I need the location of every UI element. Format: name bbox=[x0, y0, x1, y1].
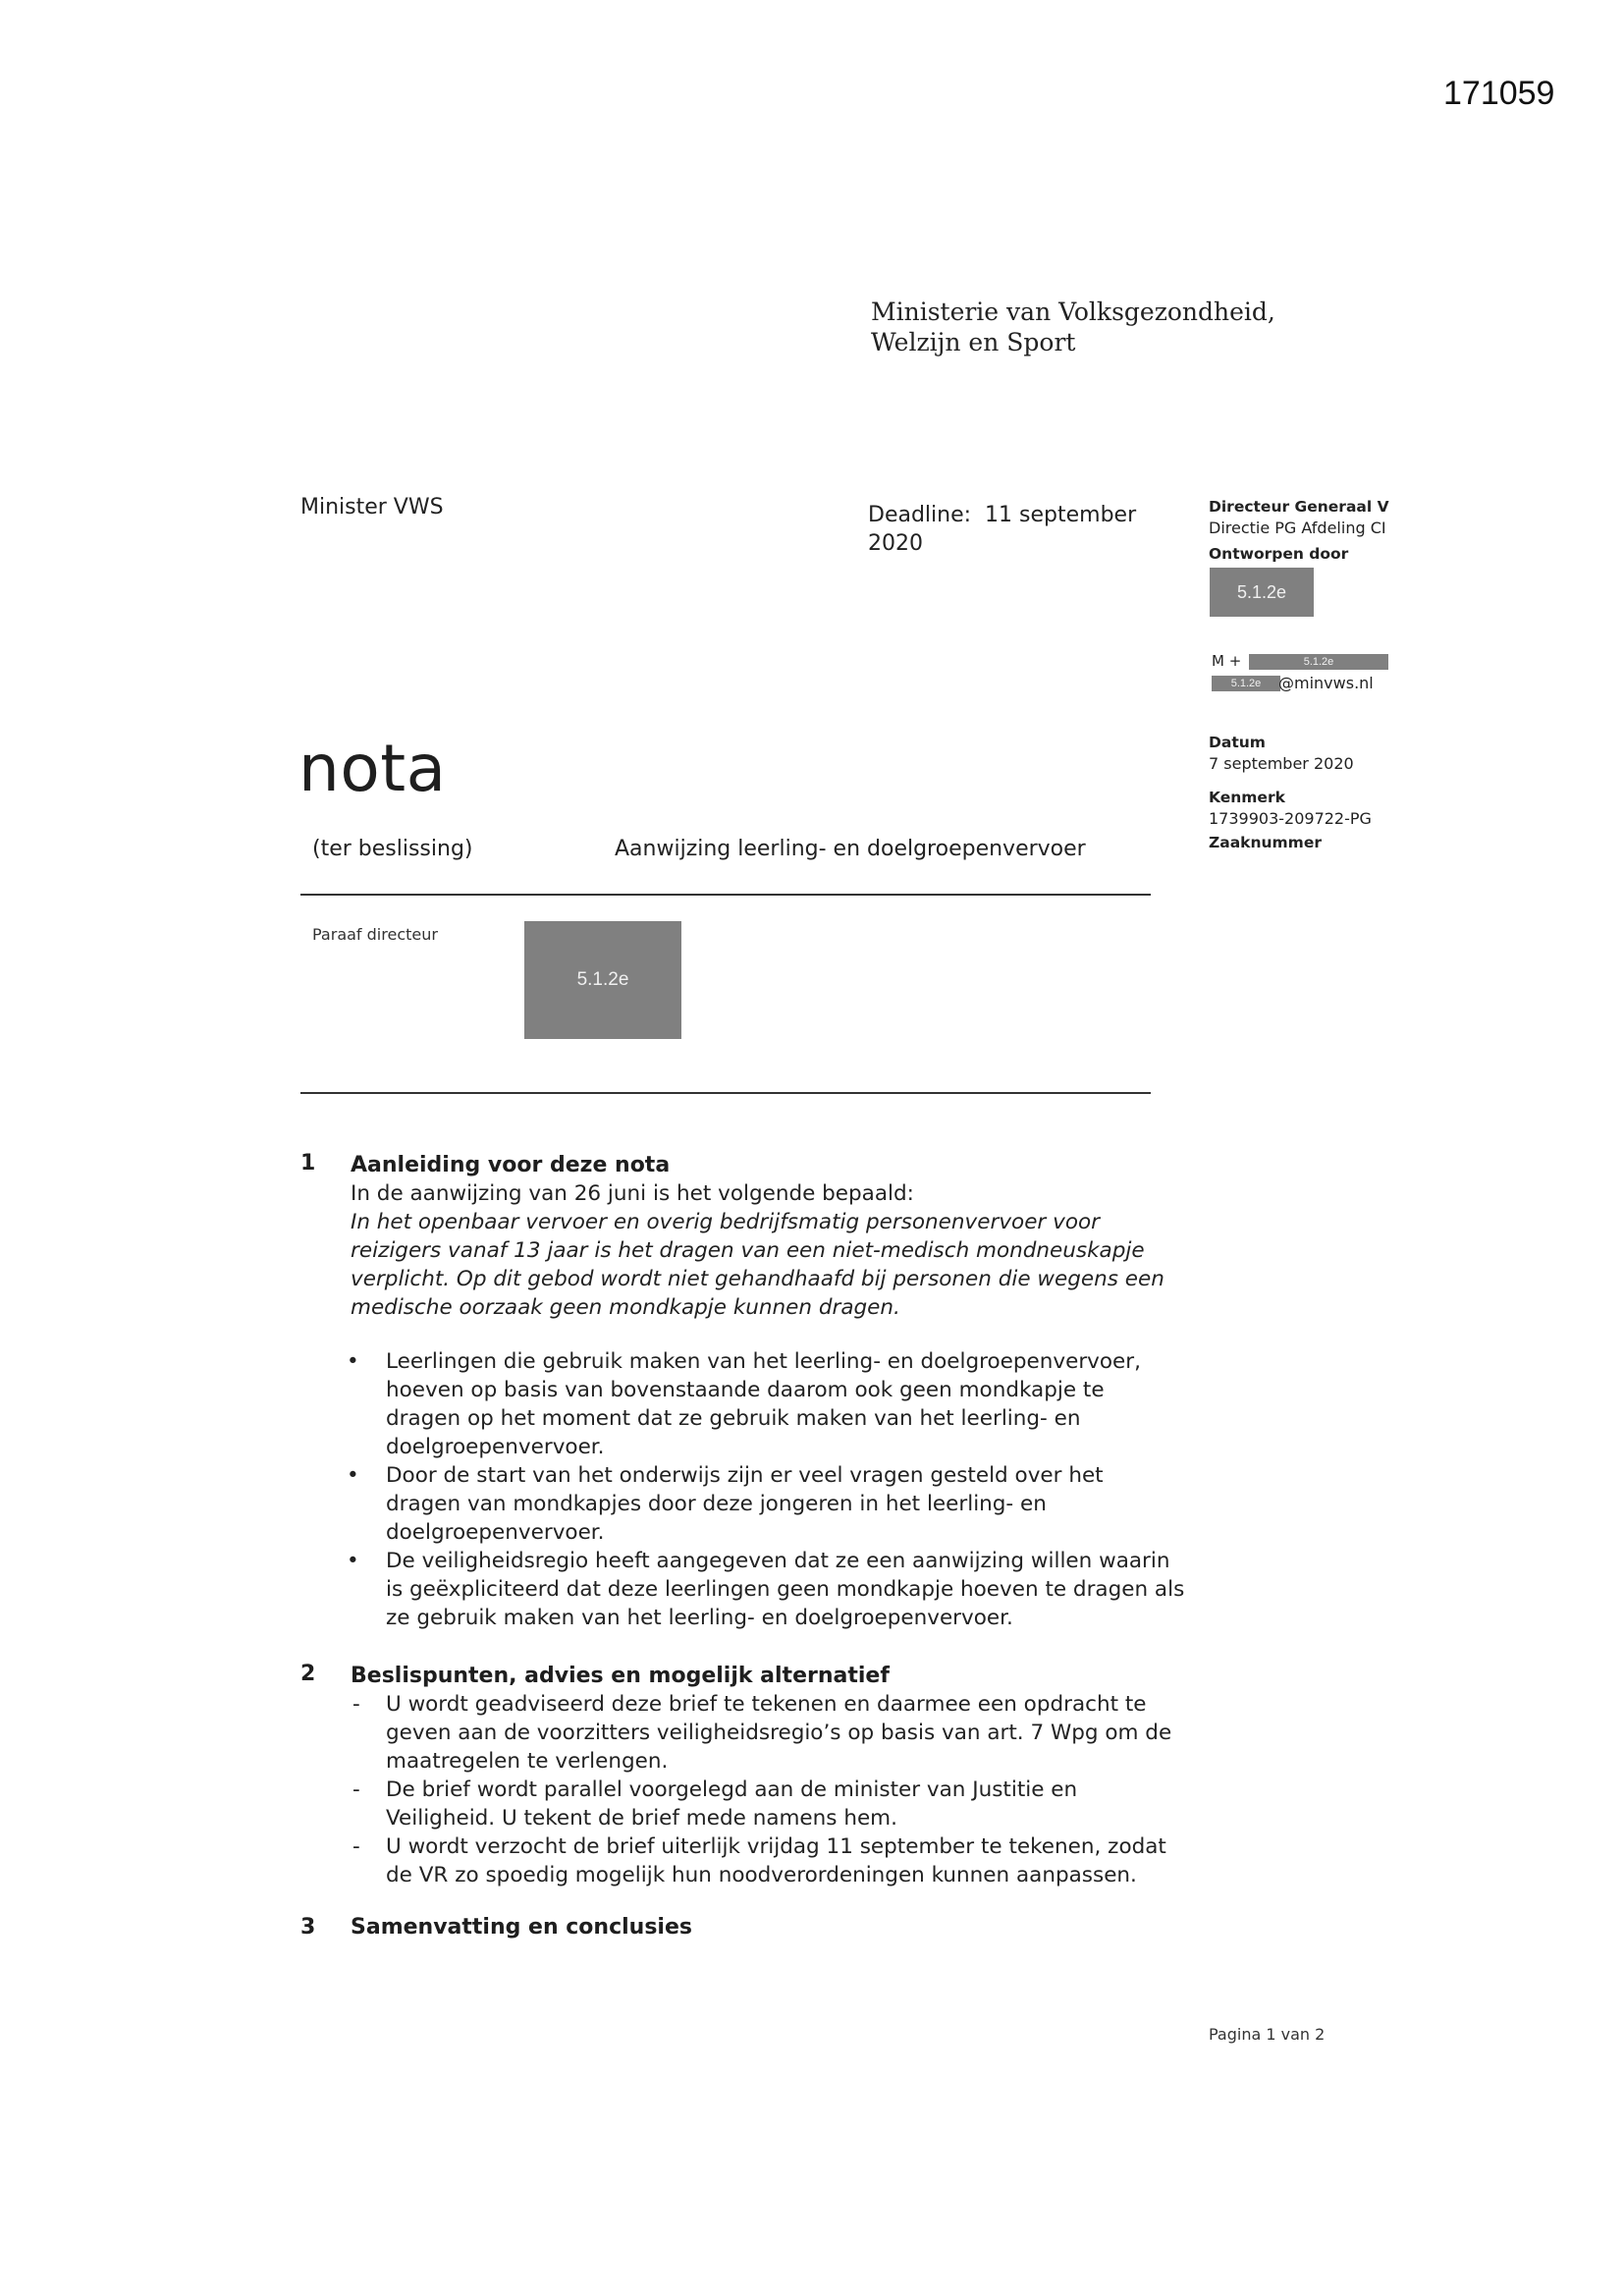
divider-bottom bbox=[300, 1092, 1151, 1094]
list-item-line: dragen van mondkapjes door deze jongeren in het leerling- en bbox=[386, 1492, 1047, 1516]
sidebar-meta bbox=[1209, 733, 1435, 853]
document-subtitle: (ter beslissing) bbox=[312, 837, 473, 861]
section-2-number: 2 bbox=[300, 1662, 316, 1686]
section-1-bullets bbox=[347, 1347, 1230, 1632]
dash-marker: - bbox=[352, 1777, 360, 1802]
deadline-value: 11 september 2020 bbox=[868, 503, 1137, 556]
section-2 bbox=[351, 1662, 1215, 1690]
dash-marker: - bbox=[352, 1834, 360, 1859]
list-item bbox=[347, 1461, 1230, 1547]
section-3-number: 3 bbox=[300, 1915, 316, 1940]
list-item-line: U wordt geadviseerd deze brief te tekenen en daarmee een opdracht te bbox=[386, 1692, 1147, 1717]
list-item-line: Veiligheid. U tekent de brief mede namens hem. bbox=[386, 1806, 897, 1831]
reference-label: Kenmerk bbox=[1209, 789, 1285, 806]
section-3-title: Samenvatting en conclusies bbox=[351, 1915, 692, 1940]
list-item-line: Door de start van het onderwijs zijn er veel vragen gesteld over het bbox=[386, 1463, 1104, 1488]
phone-prefix: M + bbox=[1212, 652, 1242, 670]
date-value: 7 september 2020 bbox=[1209, 754, 1354, 773]
list-item-line: De brief wordt parallel voorgelegd aan de minister van Justitie en bbox=[386, 1777, 1078, 1802]
section-1-number: 1 bbox=[300, 1151, 316, 1175]
bullet-icon: • bbox=[347, 1463, 359, 1488]
list-item-line: de VR zo spoedig mogelijk hun noodverordeningen kunnen aanpassen. bbox=[386, 1863, 1137, 1887]
phone-redaction: 5.1.2e bbox=[1249, 654, 1388, 670]
quote-line: medische oorzaak geen mondkapje kunnen dragen. bbox=[351, 1295, 900, 1320]
paraaf-redaction: 5.1.2e bbox=[524, 921, 681, 1039]
email-redaction: 5.1.2e bbox=[1212, 676, 1280, 691]
designed-by-redaction: 5.1.2e bbox=[1210, 568, 1314, 617]
list-item-line: U wordt verzocht de brief uiterlijk vrijdag 11 september te tekenen, zodat bbox=[386, 1834, 1166, 1859]
list-item bbox=[347, 1547, 1230, 1632]
list-item-line: ze gebruik maken van het leerling- en doelgroepenvervoer. bbox=[386, 1606, 1013, 1630]
dg-sub: Directie PG Afdeling CI bbox=[1209, 519, 1386, 537]
designed-by-label: Ontworpen door bbox=[1209, 545, 1349, 563]
case-label: Zaaknummer bbox=[1209, 834, 1322, 851]
section-1-quote bbox=[351, 1208, 1195, 1322]
list-item bbox=[352, 1690, 1230, 1776]
list-item-line: Leerlingen die gebruik maken van het leerling- en doelgroepenvervoer, bbox=[386, 1349, 1141, 1374]
section-1 bbox=[351, 1151, 1195, 1322]
ministry-name-line2: Welzijn en Sport bbox=[871, 328, 1076, 356]
list-item-line: maatregelen te verlengen. bbox=[386, 1749, 669, 1774]
deadline bbox=[868, 501, 1163, 558]
recipient: Minister VWS bbox=[300, 495, 444, 519]
quote-line: reizigers vanaf 13 jaar is het dragen van een niet-medisch mondneuskapje bbox=[351, 1238, 1145, 1263]
section-1-title: Aanleiding voor deze nota bbox=[351, 1153, 671, 1177]
bullet-icon: • bbox=[347, 1549, 359, 1573]
list-item bbox=[352, 1776, 1230, 1832]
quote-line: verplicht. Op dit gebod wordt niet gehandhaafd bij personen die wegens een bbox=[351, 1267, 1164, 1291]
document-number: 171059 bbox=[1443, 75, 1555, 112]
list-item-line: doelgroepenvervoer. bbox=[386, 1520, 605, 1545]
paraaf-label: Paraaf directeur bbox=[312, 925, 438, 944]
ministry-name-line1: Ministerie van Volksgezondheid, bbox=[871, 298, 1275, 326]
list-item bbox=[347, 1347, 1230, 1461]
quote-line: In het openbaar vervoer en overig bedrijfsmatig personenvervoer voor bbox=[351, 1210, 1100, 1234]
list-item-line: dragen op het moment dat ze gebruik maken van het leerling- en bbox=[386, 1406, 1081, 1431]
sidebar bbox=[1209, 497, 1435, 565]
date-label: Datum bbox=[1209, 734, 1266, 751]
list-item-line: De veiligheidsregio heeft aangegeven dat ze een aanwijzing willen waarin bbox=[386, 1549, 1170, 1573]
email-suffix: @minvws.nl bbox=[1278, 674, 1374, 692]
ministry-name bbox=[871, 297, 1275, 357]
dash-marker: - bbox=[352, 1692, 360, 1717]
list-item-line: hoeven op basis van bovenstaande daarom ook geen mondkapje te bbox=[386, 1378, 1105, 1402]
dg-heading: Directeur Generaal V bbox=[1209, 498, 1389, 516]
section-2-title: Beslispunten, advies en mogelijk alternatief bbox=[351, 1664, 890, 1688]
list-item bbox=[352, 1832, 1230, 1889]
bullet-icon: • bbox=[347, 1349, 359, 1374]
page-indicator: Pagina 1 van 2 bbox=[1209, 2025, 1326, 2044]
deadline-label: Deadline: bbox=[868, 503, 972, 527]
section-2-list bbox=[352, 1690, 1230, 1889]
document-subject: Aanwijzing leerling- en doelgroepenvervoer bbox=[615, 837, 1086, 861]
section-1-intro: In de aanwijzing van 26 juni is het volgende bepaald: bbox=[351, 1181, 914, 1206]
list-item-line: is geëxpliciteerd dat deze leerlingen geen mondkapje hoeven te dragen als bbox=[386, 1577, 1185, 1602]
list-item-line: doelgroepenvervoer. bbox=[386, 1435, 605, 1459]
document-title: nota bbox=[298, 731, 447, 806]
reference-value: 1739903-209722-PG bbox=[1209, 809, 1372, 828]
list-item-line: geven aan de voorzitters veiligheidsregio’s op basis van art. 7 Wpg om de bbox=[386, 1721, 1172, 1745]
divider-top bbox=[300, 894, 1151, 896]
